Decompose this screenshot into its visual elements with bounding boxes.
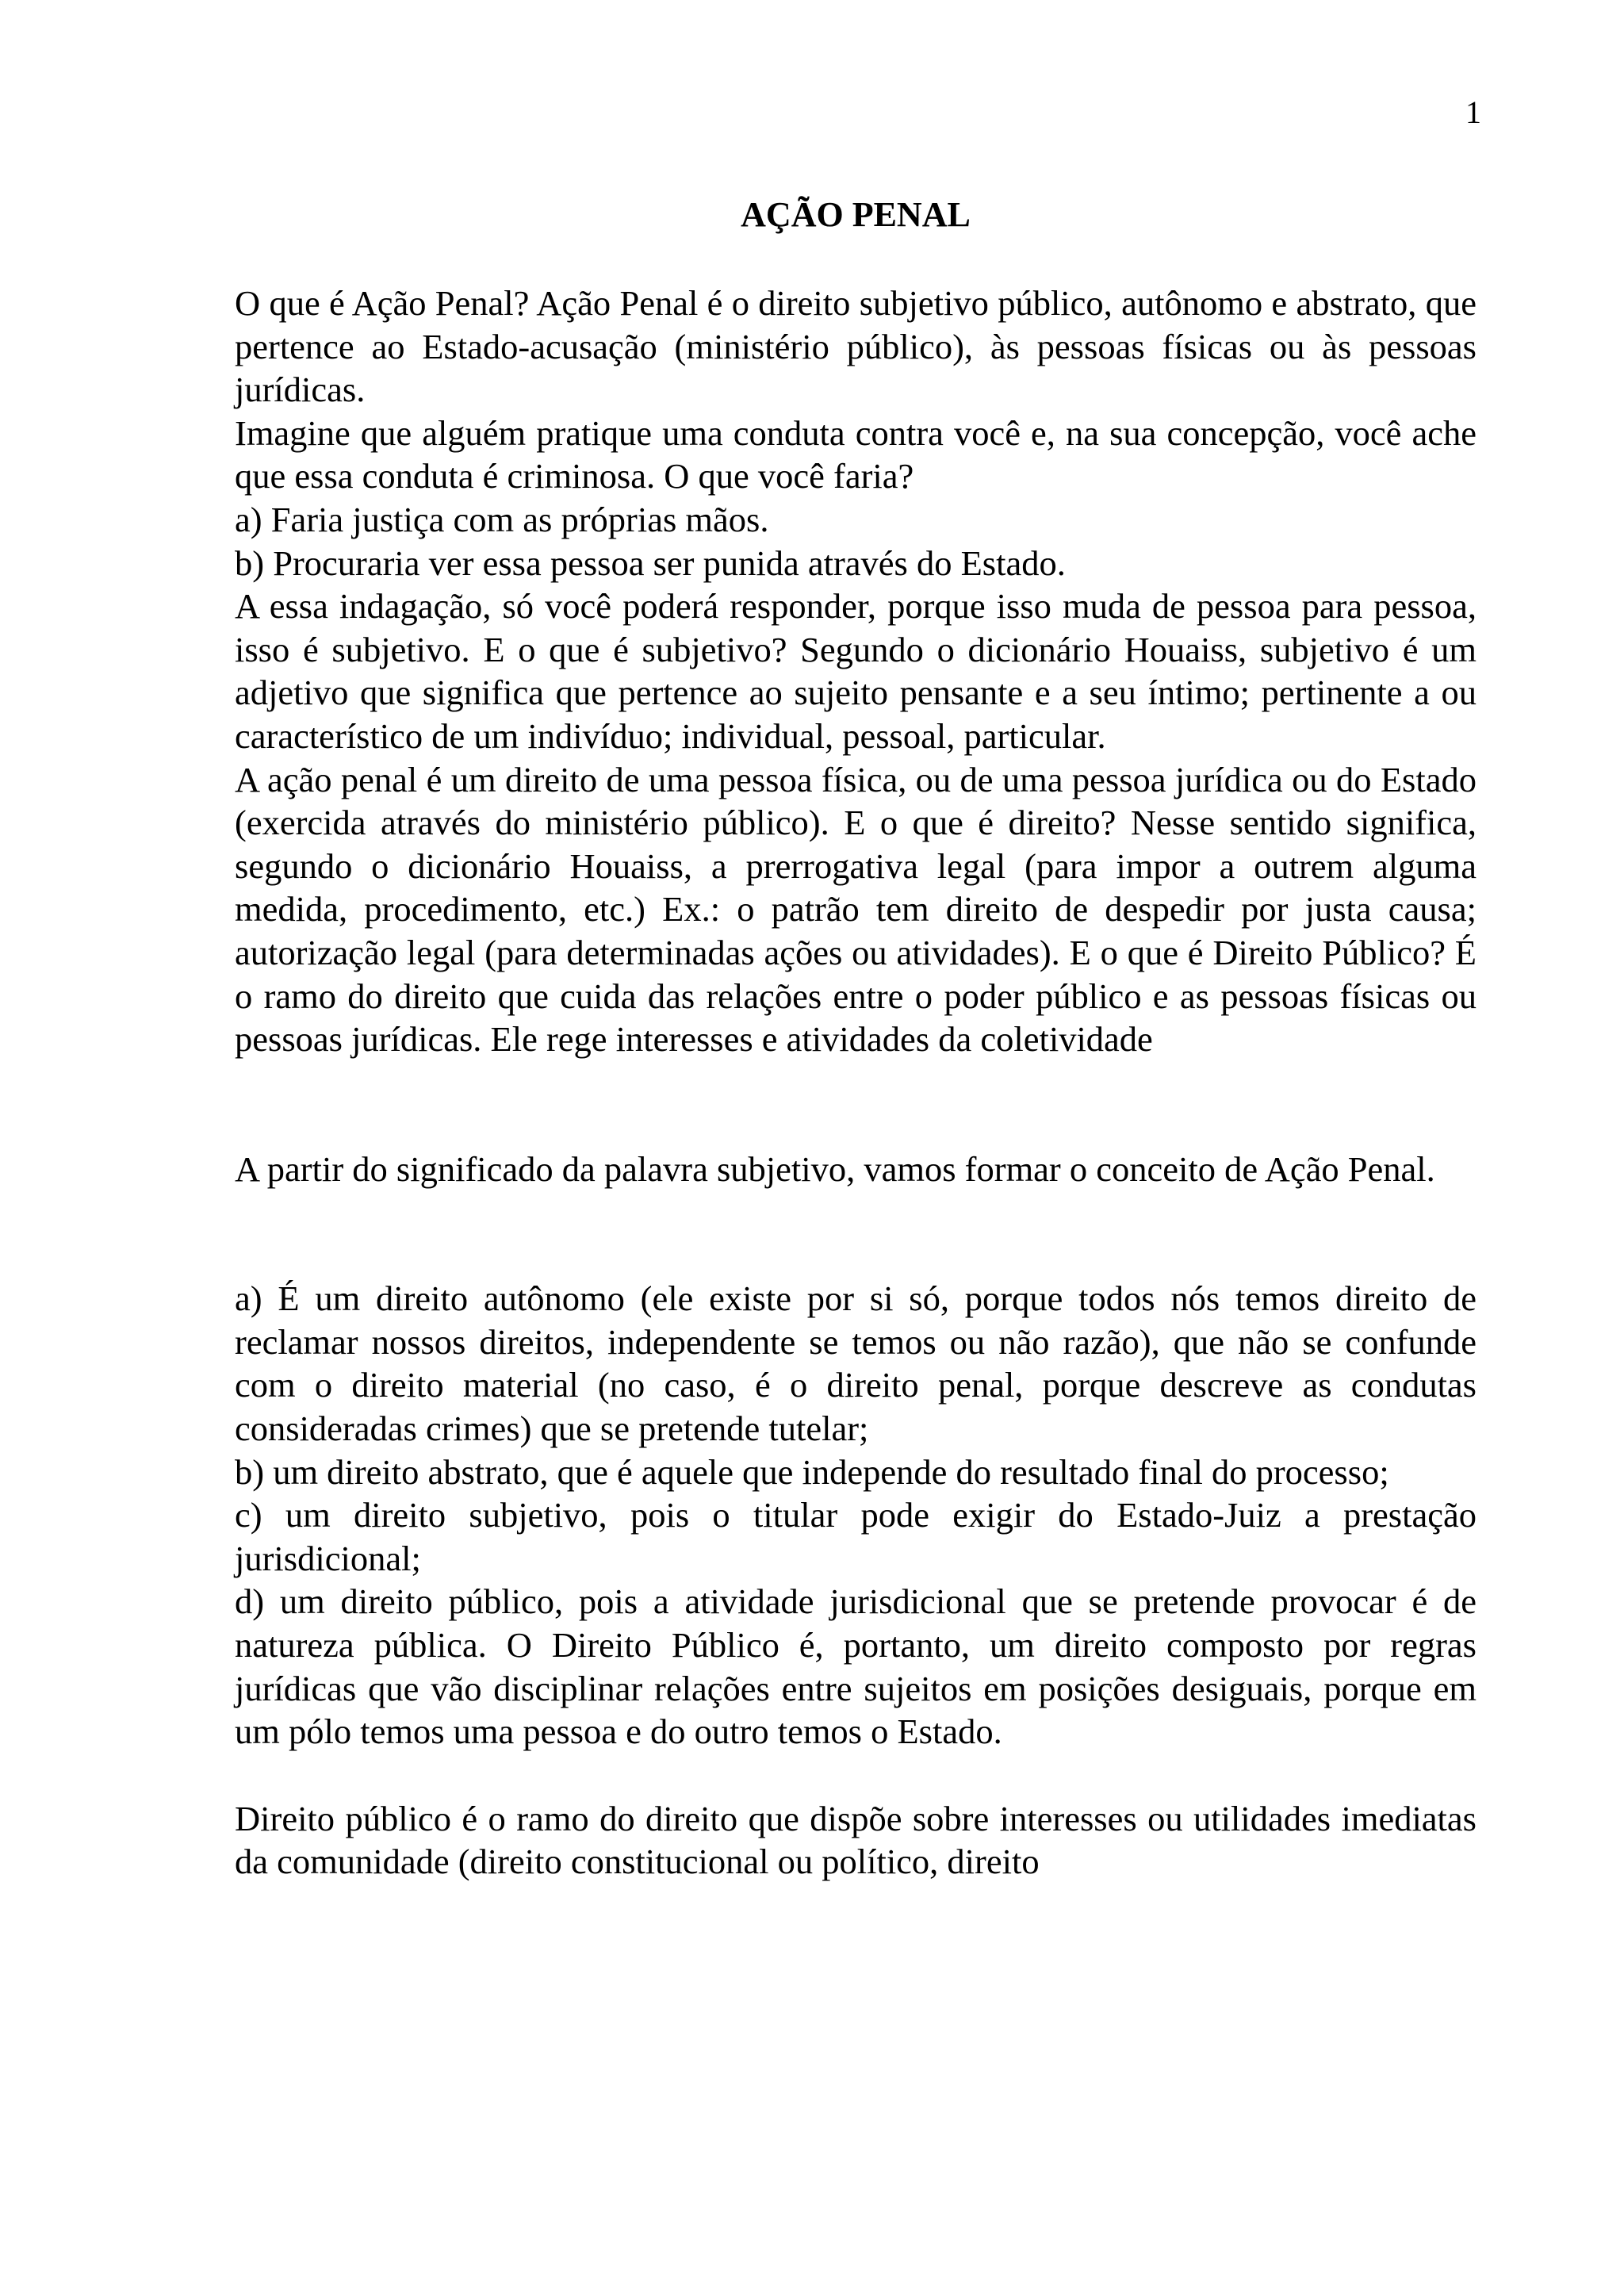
spacer xyxy=(235,1061,1477,1148)
paragraph-option-a: a) Faria justiça com as próprias mãos. xyxy=(235,499,769,539)
spacer xyxy=(235,1190,1477,1277)
paragraph-direito-publico: Direito público é o ramo do direito que dispõe sobre interesses ou utilidades imediatas da comunidade (direito constitucional ou político, direito xyxy=(235,1798,1477,1882)
paragraph-conceito: A partir do significado da palavra subjetivo, vamos formar o conceito de Ação Penal. xyxy=(235,1148,1435,1189)
paragraph-option-b: b) Procuraria ver essa pessoa ser punida através do Estado. xyxy=(235,542,1066,583)
paragraph-direito: A ação penal é um direito de uma pessoa física, ou de uma pessoa jurídica ou do Estado (exercida através do ministério público). E o que é direito? Nesse sentido significa, segundo o dicionário Houaiss, a prerrogativa legal (para impor a outrem alguma medida, procedimento, etc.) Ex.: o patrão tem direito de despedir por justa causa; autorização legal (para determinadas ações ou atividades). E o que é Direito Público? É o ramo do direito que cuida das relações entre o poder público e as pessoas físicas ou pessoas jurídicas. Ele rege interesses e atividades da coletividade xyxy=(235,759,1477,1060)
list-item-abstrato: b) um direito abstrato, que é aquele que independe do resultado final do processo; xyxy=(235,1451,1389,1492)
paragraph-imagine: Imagine que alguém pratique uma conduta contra você e, na sua concepção, você ache que essa conduta é criminosa. O que você faria? xyxy=(235,412,1477,496)
spacer xyxy=(235,1754,1477,1797)
document-body xyxy=(235,282,1477,1884)
page-number: 1 xyxy=(1465,94,1481,130)
paragraph-subjetivo: A essa indagação, só você poderá responder, porque isso muda de pessoa para pessoa, isso é subjetivo. E o que é subjetivo? Segundo o dicionário Houaiss, subjetivo é um adjetivo que significa que pertence ao sujeito pensante e a seu íntimo; pertinente a ou característico de um indivíduo; individual, pessoal, particular. xyxy=(235,586,1477,756)
list-item-subjetivo: c) um direito subjetivo, pois o titular pode exigir do Estado-Juiz a prestação jurisdicional; xyxy=(235,1495,1477,1578)
paragraph-definition: O que é Ação Penal? Ação Penal é o direito subjetivo público, autônomo e abstrato, que pertence ao Estado-acusação (ministério público), às pessoas físicas ou às pessoas jurídicas. xyxy=(235,283,1477,410)
list-item-autonomo: a) É um direito autônomo (ele existe por si só, porque todos nós temos direito de reclamar nossos direitos, independente se temos ou não razão), que não se confunde com o direito material (no caso, é o direito penal, porque descreve as condutas consideradas crimes) que se pretende tutelar; xyxy=(235,1278,1477,1449)
document-title: AÇÃO PENAL xyxy=(741,195,971,234)
list-item-publico: d) um direito público, pois a atividade jurisdicional que se pretende provocar é de natureza pública. O Direito Público é, portanto, um direito composto por regras jurídicas que vão disciplinar relações entre sujeitos em posições desiguais, porque em um pólo temos uma pessoa e do outro temos o Estado. xyxy=(235,1581,1477,1752)
